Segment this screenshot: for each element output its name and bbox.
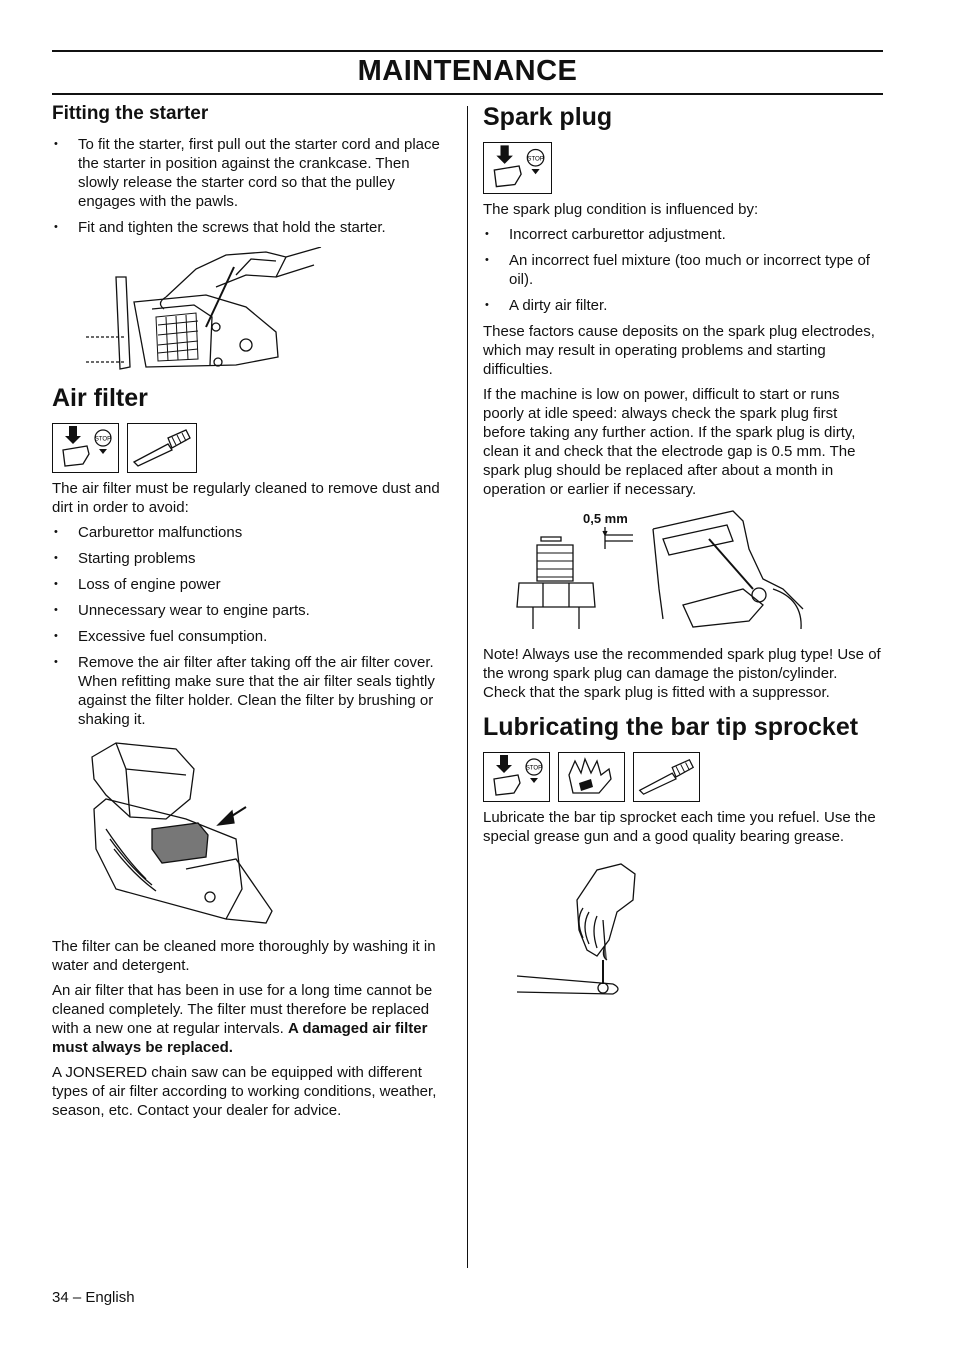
- list-item: • Carburettor malfunctions: [52, 523, 452, 542]
- air-filter-p3: A JONSERED chain saw can be equipped with different types of air filter according to working conditions, weather, season, etc. Contact your dealer for advice.: [52, 1064, 437, 1119]
- spark-plug-intro: The spark plug condition is influenced by:: [483, 201, 759, 218]
- list-item: • An incorrect fuel mixture (too much or incorrect type of oil).: [483, 251, 883, 289]
- list-item: • Starting problems: [52, 549, 452, 568]
- list-item: • Excessive fuel consumption.: [52, 627, 452, 646]
- glove-icon: [558, 752, 625, 802]
- brush-icon: [633, 752, 700, 802]
- electrode-gap-label: 0,5 mm: [583, 511, 628, 526]
- air-filter-list: [52, 523, 452, 729]
- stop-label: STOP: [94, 436, 112, 443]
- lubricating-icons: [483, 752, 883, 802]
- list-item: • Fit and tighten the screws that hold the starter.: [52, 218, 452, 237]
- left-column: [52, 102, 452, 1126]
- spark-plug-illustration: [483, 509, 883, 637]
- column-divider: [467, 106, 468, 1268]
- stop-engine-icon: [483, 752, 550, 802]
- air-filter-p2: [52, 981, 452, 1057]
- air-filter-intro: The air filter must be regularly cleaned to remove dust and dirt in order to avoid:: [52, 480, 440, 516]
- list-item: • Remove the air filter after taking off the air filter cover. When refitting make sure that the air filter seals tightly against the filter holder. Clean the filter by brushing or shaking it.: [52, 653, 452, 729]
- air-filter-p2-text: An air filter that has been in use for a long time cannot be cleaned completely. The filter must therefore be replaced with a new one at regular intervals.: [52, 982, 433, 1037]
- list-item: • A dirty air filter.: [483, 296, 883, 315]
- list-item: • To fit the starter, first pull out the starter cord and place the starter in position against the crankcase. Then slowly release the starter cord so that the pulley engages with the pawls.: [52, 135, 452, 211]
- grease-gun-illustration: [483, 860, 883, 1010]
- right-column: [483, 102, 883, 1018]
- spark-plug-heading: Spark plug: [483, 103, 613, 131]
- brush-icon: [127, 423, 197, 473]
- spark-plug-p1: These factors cause deposits on the spark plug electrodes, which may result in operating problems and starting difficulties.: [483, 323, 875, 378]
- air-filter-illustration: [52, 739, 452, 929]
- spark-plug-p2: If the machine is low on power, difficult to start or runs poorly at idle speed: always check the spark plug first before taking any further action. If the spark plug is dirty, clean it and check that the electrode gap is 0.5 mm. The spark plug should be replaced after about a month in operation or earlier if necessary.: [483, 386, 856, 498]
- page-footer: 34 – English: [52, 1289, 135, 1306]
- spark-plug-icons: [483, 142, 883, 194]
- stop-engine-icon: [483, 142, 552, 194]
- spark-plug-note: Note! Always use the recommended spark plug type! Use of the wrong spark plug can damage the piston/cylinder. Check that the spark plug is fitted with a suppressor.: [483, 646, 881, 701]
- stop-engine-icon: [52, 423, 119, 473]
- air-filter-p2-warning: A damaged air filter must always be replaced.: [52, 1020, 428, 1056]
- air-filter-icons: [52, 423, 452, 473]
- header-rule-bottom: [52, 93, 883, 95]
- fitting-starter-list: [52, 135, 452, 237]
- stop-label: STOP: [525, 765, 543, 772]
- air-filter-heading: Air filter: [52, 384, 148, 412]
- starter-illustration: [52, 247, 452, 375]
- header-rule-top: [52, 50, 883, 52]
- lubricating-p1: Lubricate the bar tip sprocket each time you refuel. Use the special grease gun and a good quality bearing grease.: [483, 809, 876, 845]
- lubricating-heading: Lubricating the bar tip sprocket: [483, 713, 859, 741]
- list-item: • Unnecessary wear to engine parts.: [52, 601, 452, 620]
- page-title: MAINTENANCE: [357, 55, 578, 87]
- list-item: • Incorrect carburettor adjustment.: [483, 225, 883, 244]
- fitting-starter-heading: Fitting the starter: [52, 103, 209, 124]
- stop-label: STOP: [527, 155, 544, 163]
- spark-plug-list: [483, 225, 883, 315]
- air-filter-p1: The filter can be cleaned more thoroughly by washing it in water and detergent.: [52, 938, 436, 974]
- list-item: • Loss of engine power: [52, 575, 452, 594]
